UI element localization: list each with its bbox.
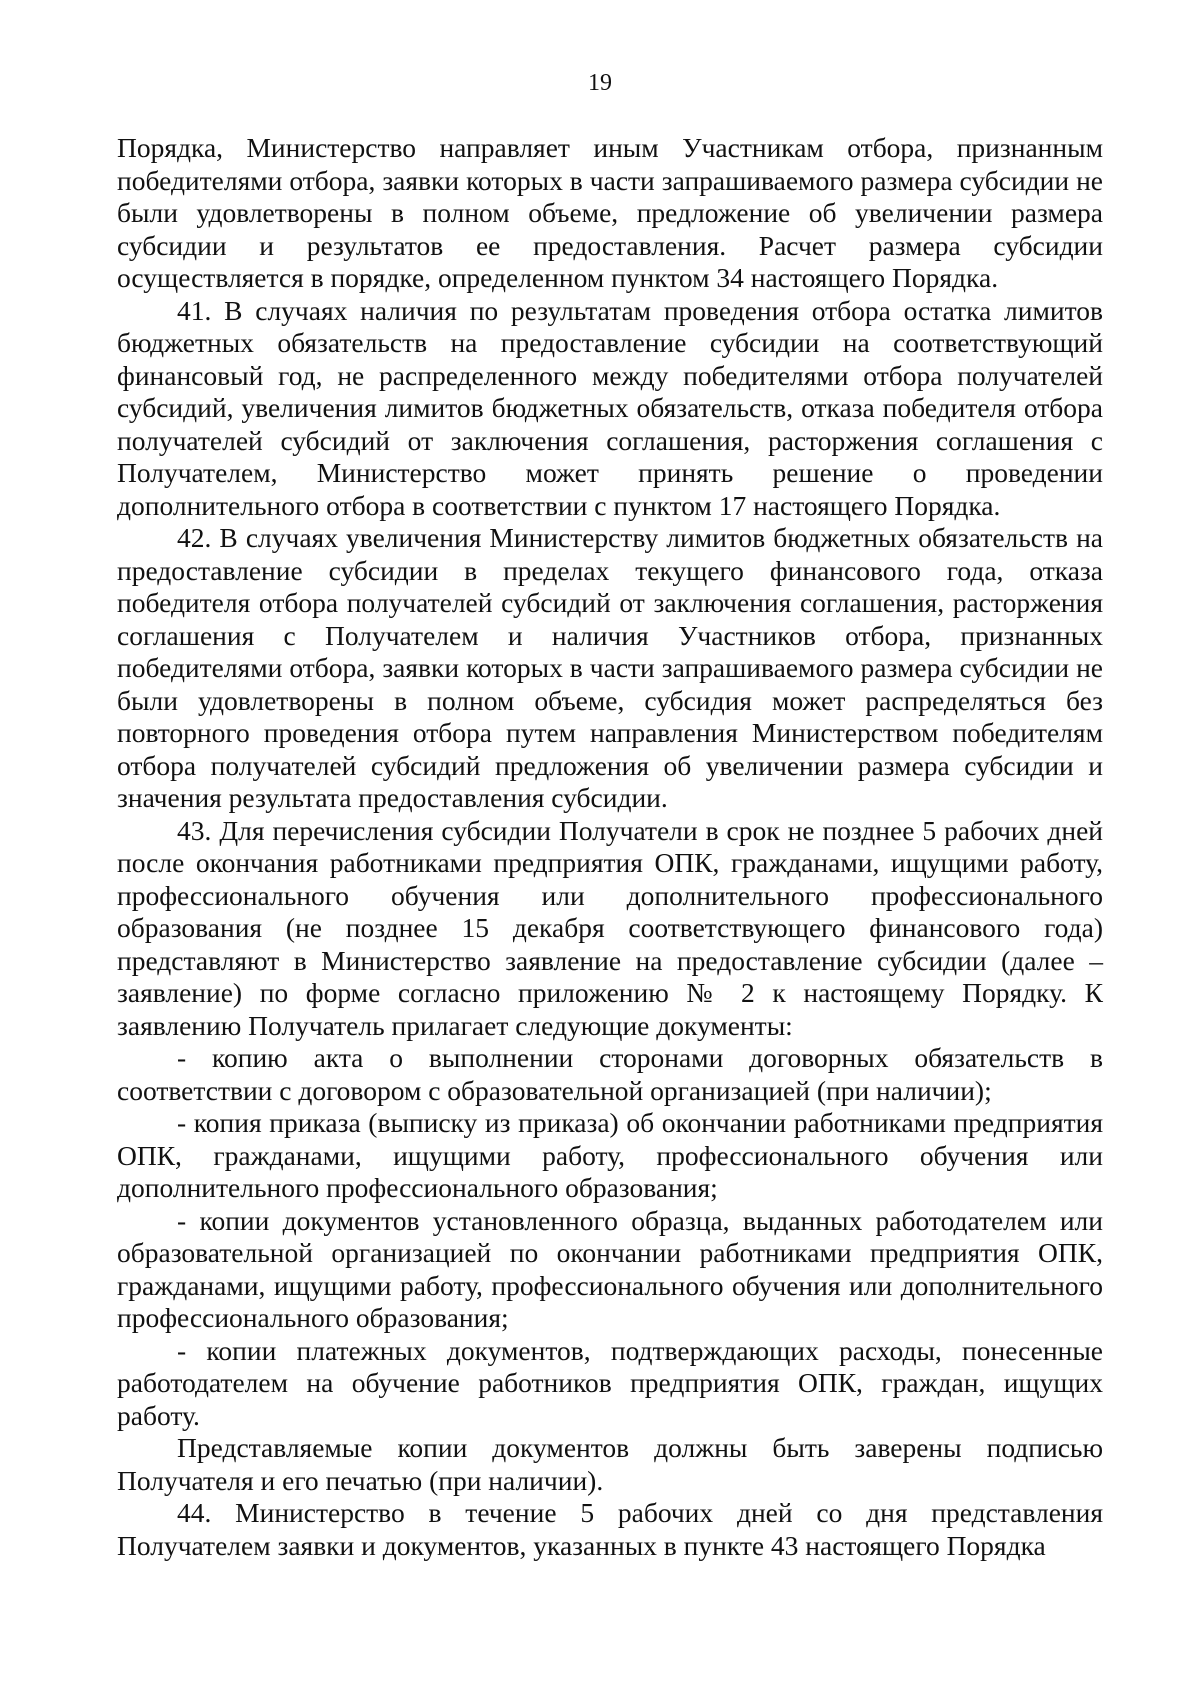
list-item-certificate-copies: - копии документов установленного образца, выданных работодателем или образовательной организацией по окончании работниками предприятия ОПК, гражданами, ищущими работу, профессионального обучения или дополнительного профессионального образования;: [117, 1204, 1103, 1333]
paragraph-44: 44. Министерство в течение 5 рабочих дней со дня представления Получателем заявки и документов, указанных в пункте 43 настоящего Порядка: [117, 1497, 1103, 1561]
paragraph-41: 41. В случаях наличия по результатам проведения отбора остатка лимитов бюджетных обязательств на предоставление субсидии на соответствующий финансовый год, не распределенного между победителями отбора получателей субсидий, увеличения лимитов бюджетных обязательств, отказа победителя отбора получателей субсидий от заключения соглашения, расторжения соглашения с Получателем, Министерство может принять решение о проведении дополнительного отбора в соответствии с пунктом 17 настоящего Порядка.: [117, 294, 1103, 521]
paragraph-continuation: Порядка, Министерство направляет иным Участникам отбора, признанным победителями отбора, заявки которых в части запрашиваемого размера субсидии не были удовлетворены в полном объеме, предложение об увеличении размера субсидии и результатов ее предоставления. Расчет размера субсидии осуществляется в порядке, определенном пунктом 34 настоящего Порядка.: [117, 132, 1103, 293]
list-item-act-copy: - копию акта о выполнении сторонами договорных обязательств в соответствии с договором с образовательной организацией (при наличии);: [117, 1042, 1103, 1106]
paragraph-certification: Представляемые копии документов должны быть заверены подписью Получателя и его печатью (при наличии).: [117, 1432, 1103, 1496]
list-item-order-copy: - копия приказа (выписку из приказа) об окончании работниками предприятия ОПК, гражданами, ищущими работу, профессионального обучения или дополнительного профессионального образования;: [117, 1107, 1103, 1203]
paragraph-42: 42. В случаях увеличения Министерству лимитов бюджетных обязательств на предоставление субсидии в пределах текущего финансового года, отказа победителя отбора получателей субсидий от заключения соглашения, расторжения соглашения с Получателем и наличия Участников отбора, признанных победителями отбора, заявки которых в части запрашиваемого размера субсидии не были удовлетворены в полном объеме, субсидия может распределяться без повторного проведения отбора путем направления Министерством победителям отбора получателей субсидий предложения об увеличении размера субсидии и значения результата предоставления субсидии.: [117, 522, 1103, 813]
list-item-payment-copies: - копии платежных документов, подтверждающих расходы, понесенные работодателем на обучение работников предприятия ОПК, граждан, ищущих работу.: [117, 1334, 1103, 1431]
document-body: [117, 132, 1103, 1562]
paragraph-43: 43. Для перечисления субсидии Получатели в срок не позднее 5 рабочих дней после окончания работниками предприятия ОПК, гражданами, ищущими работу, профессионального обучения или дополнительного профессионального образования (не позднее 15 декабря соответствующего финансового года) представляют в Министерство заявление на предоставление субсидии (далее – заявление) по форме согласно приложению № 2 к настоящему Порядку. К заявлению Получатель прилагает следующие документы:: [117, 814, 1103, 1041]
page-number: 19: [588, 70, 612, 96]
